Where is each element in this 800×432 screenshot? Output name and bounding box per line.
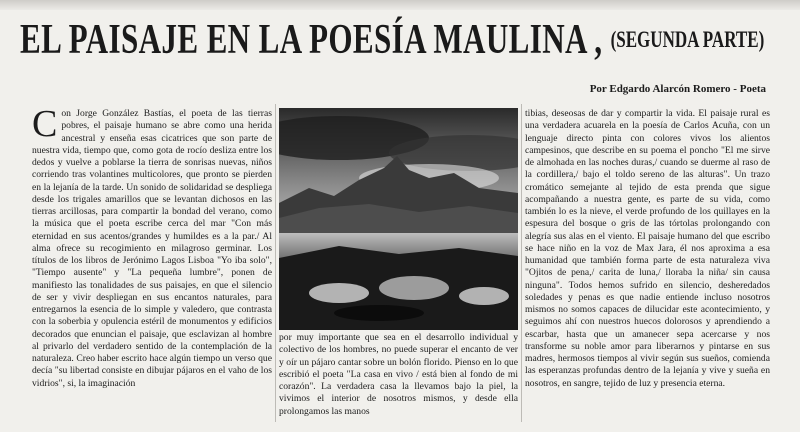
article-paragraph: tibias, deseosas de dar y compartir la vida. El paisaje rural es una verdadera acuarela en la poesía de Carlos Acuña, con un lenguaje directo pinta con colores vivos los alientos campesinos, que describe en su poema el poncho "El me sirve de almohada en las noches duras,/ cuando se duerme al raso de la cordillera,/ bajo el toldo sereno de las alturas". Un trazo cromático semejante al tejido de esta prenda que sigue acompañando a nuestra gente, es parte de su vida, como también lo es la nieve, el verde profundo de los quillayes en la espesura del bosque o gris de las tórtolas prolongando con alegría sus alas en el viento. El paisaje humano del que escribo se hace niño en la voz de Max Jara, él nos aproxima a esa humanidad que también forma parte de esta naturaleza viva "Ojitos de pena,/ carita de luna,/ lloraba la niña/ sin causa ninguna". Todos hemos sufrido en silencio, desheredados soledades y penas es que nadie entiende incluso nosotros mismos no somos capaces de dilucidar este acontecimiento, y seguimos ahí con nuestros huecos dolorosos y aprendiendo a escarbar, hasta que un amanecer sepa acercarse y nos transforme su noble amor para liberarnos y pintarse en sus madres, hermosos tiempos al vivir según sus sueños, comienda las esperanzas profundas dentro de la lejanía y vive y sueña en nosotros, en sangre, tejido de luz y presencia eterna. (525, 108, 770, 389)
article-column-3 (525, 108, 770, 420)
article-column-1 (32, 108, 272, 420)
article-paragraph: por muy importante que sea en el desarrollo individual y colectivo de los hombres, no puede superar el encanto de ver y oír un pájaro cantar sobre un bolón florido. Pienso en lo que escribió el poeta "La casa en vivo / está bien al fondo de mi corazón". La verdadera casa la llevamos bajo la piel, la vivimos el interior de nosotros mismos, y desde ella prolongamos las manos (279, 332, 518, 417)
landscape-photo-graphic (279, 108, 518, 330)
column-divider (521, 104, 522, 422)
landscape-photo (279, 108, 518, 330)
column-divider (275, 104, 276, 422)
drop-cap: C (32, 108, 58, 145)
article-column-2 (279, 332, 518, 422)
article-paragraph: on Jorge González Bastías, el poeta de las tierras pobres, el paisaje humano se abre como una herida ancestral y enseña esas cicatrices que son parte de nuestra vida, tiempo que, como gota de rocío desliza entre los dedos y vuelve a poblarse la tierra de sonrisas nuevas, niños corriendo tras volantines multicolores, que pronto se pierden en la lejanía de la tarde. Un sonido de solidaridad se despliega desde los trigales amarillos que se levantan dichosos en las tierras arcillosas, para compartir la bondad del verano, como la música que el poeta escribe cerca del mar "Con más eternidad en sus acentos/grandes y humildes es a la par./ Al alma ofrece su recogimiento en milagroso germinar. Los títulos de los libros de Jerónimo Lagos Lisboa "Yo iba solo", "Tiempo ausente" y "La pequeña lumbre", ponen de manifiesto las tonalidades de sus paisajes, en que el silencio de ser y vivir despliegan en sus encantos naturales, para entregarnos la esencia de lo simple y valedero, que contrasta con la soberbia y opulencia estéril de monumentos y edificios decorados que enuncian el paisaje, que esclavizan al hombre al privarlo del verdadero sentido de la contemplación de la naturaleza. Creo haber escrito hace algún tiempo un verso que decía "su libertad consiste en dibujar pájaros en el vaho de los vidrios", si, la imaginación (32, 108, 272, 389)
article-title (20, 16, 765, 64)
previous-page-strip (0, 0, 800, 10)
title-main: EL PAISAJE EN LA POESÍA MAULINA , (20, 17, 603, 63)
title-subtitle: (SEGUNDA PARTE) (610, 27, 765, 52)
byline: Por Edgardo Alarcón Romero - Poeta (589, 83, 766, 95)
